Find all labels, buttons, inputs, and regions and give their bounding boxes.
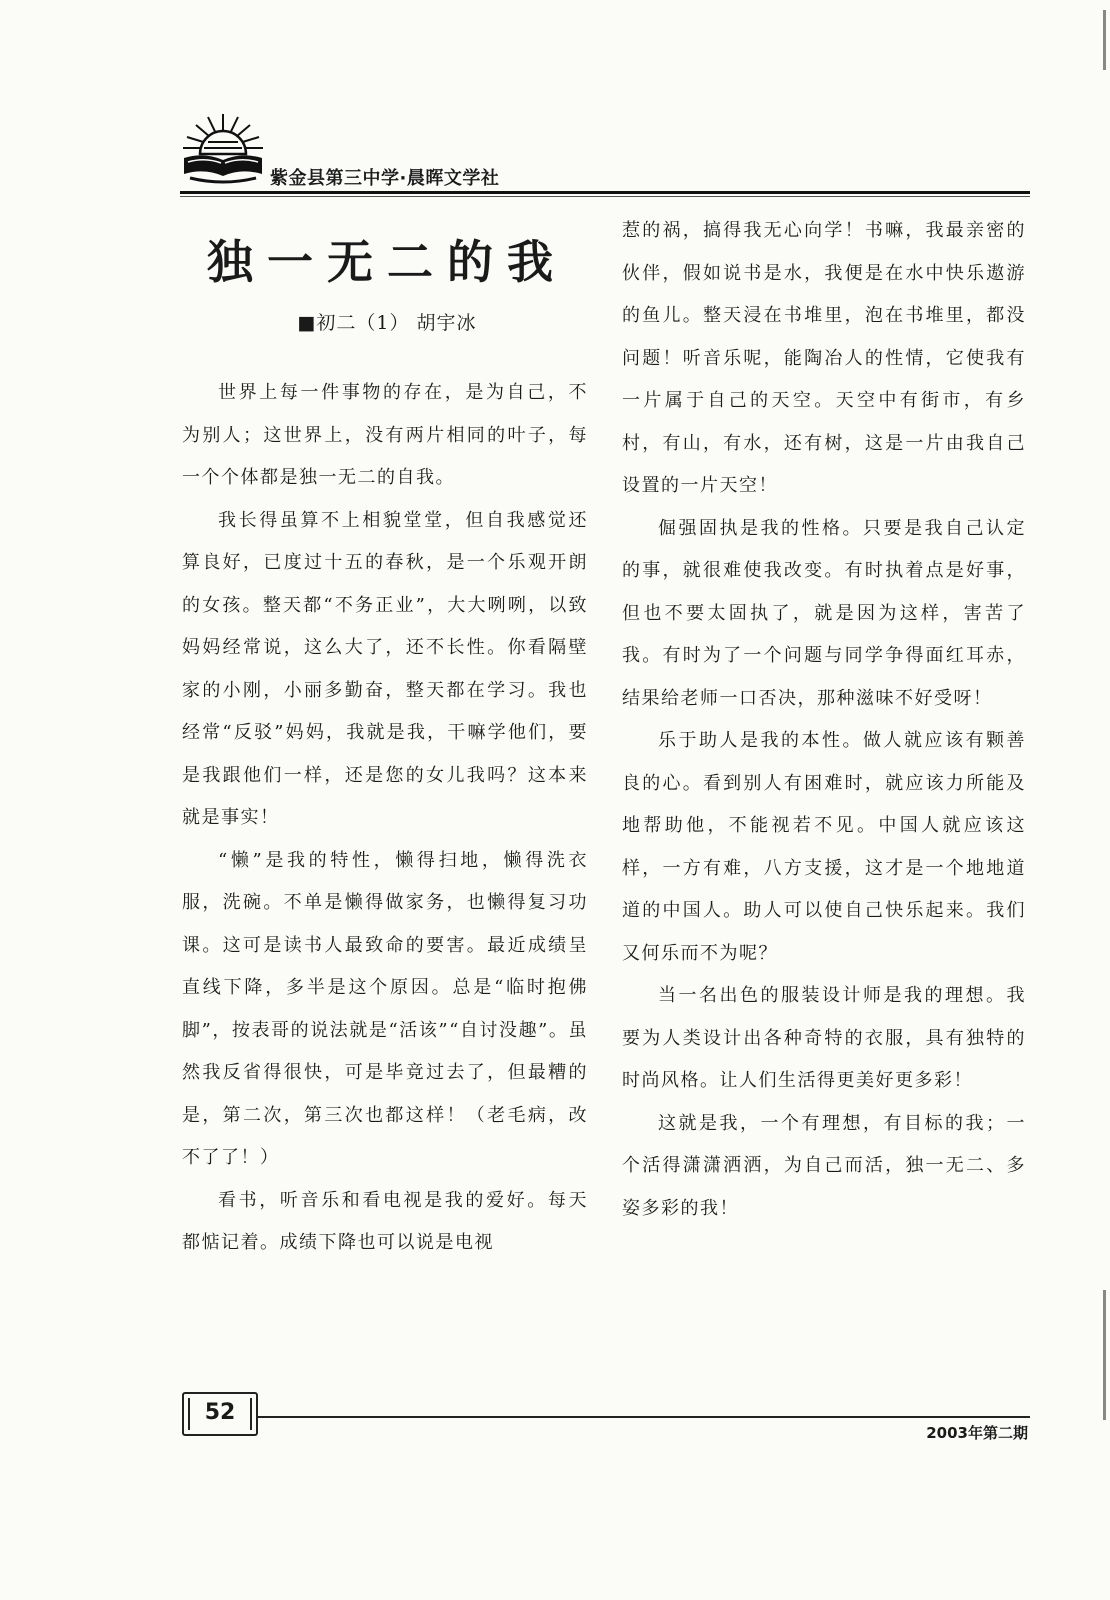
scan-edge-mark bbox=[1103, 10, 1106, 70]
scan-edge-mark bbox=[1103, 1290, 1106, 1420]
society-name: 紫金县第三中学·晨晖文学社 bbox=[270, 168, 500, 189]
article-byline: ■初二（1） 胡宇冰 bbox=[297, 312, 477, 334]
paragraph: “懒”是我的特性，懒得扫地，懒得洗衣服，洗碗。不单是懒得做家务，也懒得复习功课。这可是读书人最致命的要害。最近成绩呈直线下降，多半是这个原因。总是“临时抱佛脚”，按表哥的说法就是“活该”“自讨没趣”。虽然我反省得很快，可是毕竟过去了，但最糟的是，第二次，第三次也都这样！（老毛病，改不了了！） bbox=[182, 849, 588, 1168]
header-rule-thin bbox=[180, 196, 1030, 197]
paragraph: 惹的祸，搞得我无心向学！书嘛，我最亲密的伙伴，假如说书是水，我便是在水中快乐遨游的鱼儿。整天浸在书堆里，泡在书堆里，都没问题！听音乐呢，能陶冶人的性情，它使我有一片属于自己的天空。天空中有街市，有乡村，有山，有水，还有树，这是一片由我自己设置的一片天空！ bbox=[622, 220, 1026, 496]
footer-rule bbox=[258, 1416, 1030, 1418]
paragraph: 看书，听音乐和看电视是我的爱好。每天都惦记着。成绩下降也可以说是电视 bbox=[182, 1189, 588, 1253]
paragraph: 倔强固执是我的性格。只要是我自己认定的事，就很难使我改变。有时执着点是好事，但也不要太固执了，就是因为这样，害苦了我。有时为了一个问题与同学争得面红耳赤，结果给老师一口否决，那种滋味不好受呀！ bbox=[622, 517, 1026, 709]
left-column bbox=[182, 372, 588, 1265]
page-number-box bbox=[182, 1392, 258, 1436]
paragraph: 世界上每一件事物的存在，是为自己，不为别人；这世界上，没有两片相同的叶子，每一个个体都是独一无二的自我。 bbox=[182, 382, 588, 488]
header-rule bbox=[180, 191, 1030, 194]
paragraph: 当一名出色的服装设计师是我的理想。我要为人类设计出各种奇特的衣服，具有独特的时尚风格。让人们生活得更美好更多彩！ bbox=[622, 985, 1026, 1091]
issue-label: 2003年第二期 bbox=[926, 1424, 1028, 1442]
paragraph: 这就是我，一个有理想，有目标的我；一个活得潇潇洒洒，为自己而活，独一无二、多姿多彩的我！ bbox=[622, 1112, 1026, 1219]
paragraph: 乐于助人是我的本性。做人就应该有颗善良的心。看到别人有困难时，就应该力所能及地帮助他，不能视若不见。中国人就应该这样，一方有难，八方支援，这才是一个地地道道的中国人。助人可以使自己快乐起来。我们又何乐而不为呢？ bbox=[622, 730, 1026, 964]
page-number: 52 bbox=[204, 1400, 236, 1425]
paragraph: 我长得虽算不上相貌堂堂，但自我感觉还算良好，已度过十五的春秋，是一个乐观开朗的女孩。整天都“不务正业”，大大咧咧，以致妈妈经常说，这么大了，还不长性。你看隔壁家的小刚，小丽多勤奋，整天都在学习。我也经常“反驳”妈妈，我就是我，干嘛学他们，要是我跟他们一样，还是您的女儿我吗？这本来就是事实！ bbox=[182, 509, 588, 828]
society-logo-icon bbox=[178, 108, 268, 188]
article-title: 独一无二的我 bbox=[207, 235, 567, 289]
right-column bbox=[622, 210, 1026, 1230]
